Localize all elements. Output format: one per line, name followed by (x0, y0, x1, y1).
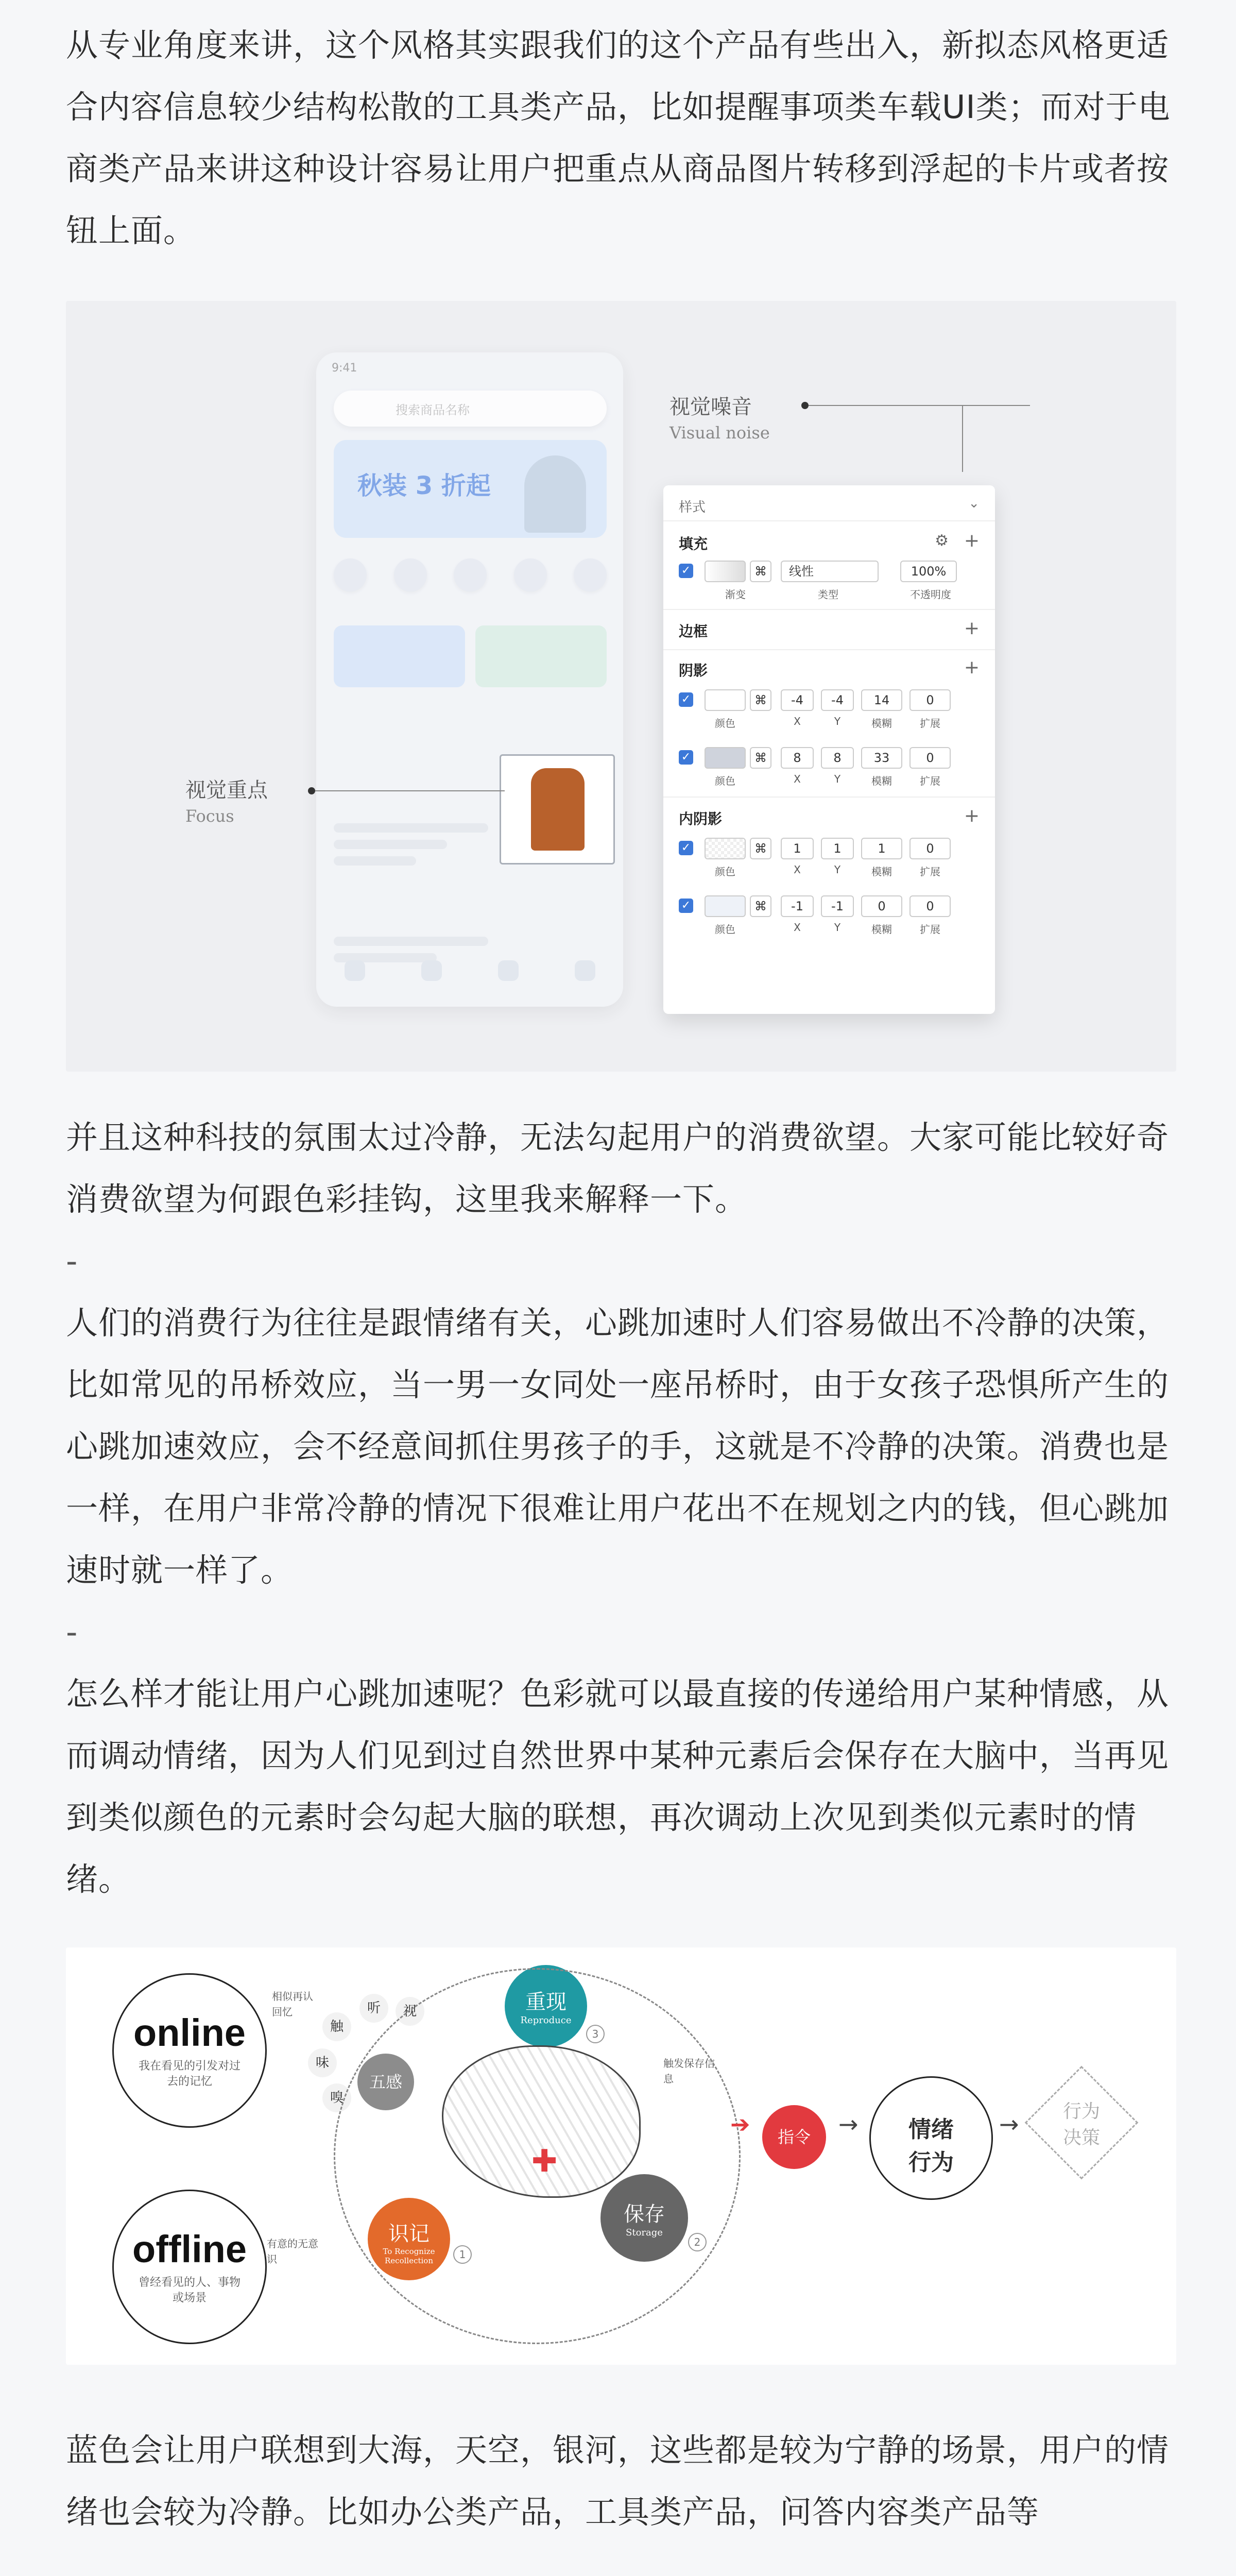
callout-line (315, 790, 505, 791)
fill-section-title: 填充 (679, 535, 708, 552)
fill-checkbox[interactable]: ✓ (679, 564, 693, 578)
promo-banner: 秋装 3 折起 (334, 440, 607, 538)
model-image (524, 455, 586, 533)
promo-cards (334, 625, 607, 687)
arrow-icon: ➔ (730, 2110, 750, 2138)
trigger-label: 触发保存信息 (663, 2057, 715, 2085)
status-time: 9:41 (332, 362, 357, 375)
emotion-circle: 情绪行为 (869, 2076, 993, 2200)
recall-label: 相似再认回忆 (272, 1990, 313, 2018)
panel-header: 样式 (679, 500, 706, 515)
shadow-spread-input[interactable]: 0 (909, 689, 951, 711)
gear-icon[interactable]: ⚙ (935, 532, 949, 550)
fill-swatch[interactable] (705, 561, 746, 582)
separator: - (66, 1613, 78, 1651)
online-circle: online 我在看见的引发对过去的记忆 (112, 1973, 267, 2128)
shadow-y-input[interactable]: -4 (821, 689, 854, 711)
shadow-swatch[interactable] (705, 689, 746, 711)
meaningful-label: 有意的无意识 (267, 2238, 318, 2265)
memorize-circle: 识记 To Recognize Recollection (368, 2198, 450, 2280)
search-input: 搜索商品名称 (334, 391, 607, 427)
add-shadow-button[interactable]: + (964, 657, 980, 678)
category-icons (334, 558, 607, 591)
fill-type-select[interactable]: 线性 (781, 561, 879, 582)
add-fill-button[interactable]: + (964, 530, 980, 551)
neumorphism-figure (66, 301, 1176, 1072)
memory-diagram: online 我在看见的引发对过去的记忆 offline 曾经看见的人、事物或场景 相似再认回忆 有意的无意识 听 视 触 味 嗅 五感 重现 Reproduce 识记 To Recognize Recollection ✚ 保存 Storage 触发保存信息 3 1 2 ➔ 指令 → 情绪行为 → 行为决策 (66, 1947, 1176, 2365)
intro-paragraph: 从专业角度来讲，这个风格其实跟我们的这个产品有些出入，新拟态风格更适合内容信息较少结构松散的工具类产品，比如提醒事项类车载UI类；而对于电商类产品来讲这种设计容易让用户把重点从商品图片转移到浮起的卡片或者按钮上面。 (66, 26, 1171, 249)
paragraph-3: 人们的消费行为往往是跟情绪有关，心跳加速时人们容易做出不冷静的决策，比如常见的吊桥效应，当一男一女同处一座吊桥时，由于女孩子恐惧所产生的心跳加速效应，会不经意间抓住男孩子的手，这就是不冷静的决策。消费也是一样，在用户非常冷静的情况下很难让用户花出不在规划之内的钱，但心跳加速时就一样了。 (66, 1304, 1170, 1589)
chevron-down-icon[interactable]: ⌄ (968, 496, 980, 511)
callout-line (809, 405, 1030, 406)
brain-center-icon: ✚ (531, 2143, 558, 2179)
paragraph-2: 并且这种科技的氛围太过冷静，无法勾起用户的消费欲望。大家可能比较好奇消费欲望为何跟色彩挂钩，这里我来解释一下。 (66, 1118, 1170, 1218)
jacket-image (531, 768, 585, 851)
callout-line (962, 405, 963, 472)
orbit-ring (334, 1968, 741, 2344)
paragraph-4: 怎么样才能让用户心跳加速呢？色彩就可以最直接的传递给用户某种情感，从而调动情绪，因为人们见到过自然世界中某种元素后会保存在大脑中，当再见到类似颜色的元素时会勾起大脑的联想，再次调动上次见到类似元素时的情绪。 (66, 1675, 1170, 1898)
shadow-section-title: 阴影 (679, 662, 708, 679)
border-section-title: 边框 (679, 623, 708, 640)
shadow-blur-input[interactable]: 14 (861, 689, 902, 711)
add-inner-shadow-button[interactable]: + (964, 805, 980, 826)
callout-dot (801, 402, 809, 409)
offline-circle: offline 曾经看见的人、事物或场景 (112, 2190, 267, 2344)
shadow-checkbox[interactable]: ✓ (679, 750, 693, 765)
inner-shadow-section-title: 内阴影 (679, 810, 723, 827)
link-icon[interactable]: ⌘ (750, 561, 771, 582)
style-panel: 样式 ⌄ 填充 ⚙ + ✓ ⌘ 线性 100% 渐变 类型 不透明度 边框 + 阴影 + ✓ ⌘ -4 -4 14 0 颜色 X Y 模糊 扩展 ✓ ⌘ 8 8 33 0 颜色 X Y 模糊 扩展 内阴影 + ✓ ⌘ 1 1 1 0 颜色 X Y 模糊 扩展 ✓ ⌘ -1 -1 0 0 颜色 X Y 模糊 扩展 (663, 485, 995, 1014)
shadow-swatch[interactable] (705, 747, 746, 769)
tab-bar (316, 960, 623, 991)
separator: - (66, 1242, 78, 1280)
focus-product-card (500, 754, 615, 865)
arrow-icon: → (838, 2110, 859, 2138)
paragraph-5: 蓝色会让用户联想到大海，天空，银河，这些都是较为宁静的场景，用户的情绪也会较为冷静。比如办公类产品，工具类产品，问答内容类产品等 (66, 2431, 1170, 2531)
focus-callout: 视觉重点 Focus (185, 778, 268, 826)
arrow-icon: → (999, 2110, 1019, 2138)
shadow-checkbox[interactable]: ✓ (679, 692, 693, 707)
five-senses-circle: 五感 (357, 2054, 414, 2110)
fill-opacity-input[interactable]: 100% (900, 561, 957, 582)
add-border-button[interactable]: + (964, 618, 980, 639)
callout-dot (308, 787, 315, 794)
noise-callout: 视觉噪音 Visual noise (670, 395, 770, 443)
reproduce-circle: 重现 Reproduce (505, 1965, 587, 2047)
command-circle: 指令 (762, 2105, 826, 2169)
save-circle: 保存 Storage (600, 2174, 688, 2262)
shadow-x-input[interactable]: -4 (781, 689, 814, 711)
ecommerce-phone-mockup (316, 352, 623, 1007)
